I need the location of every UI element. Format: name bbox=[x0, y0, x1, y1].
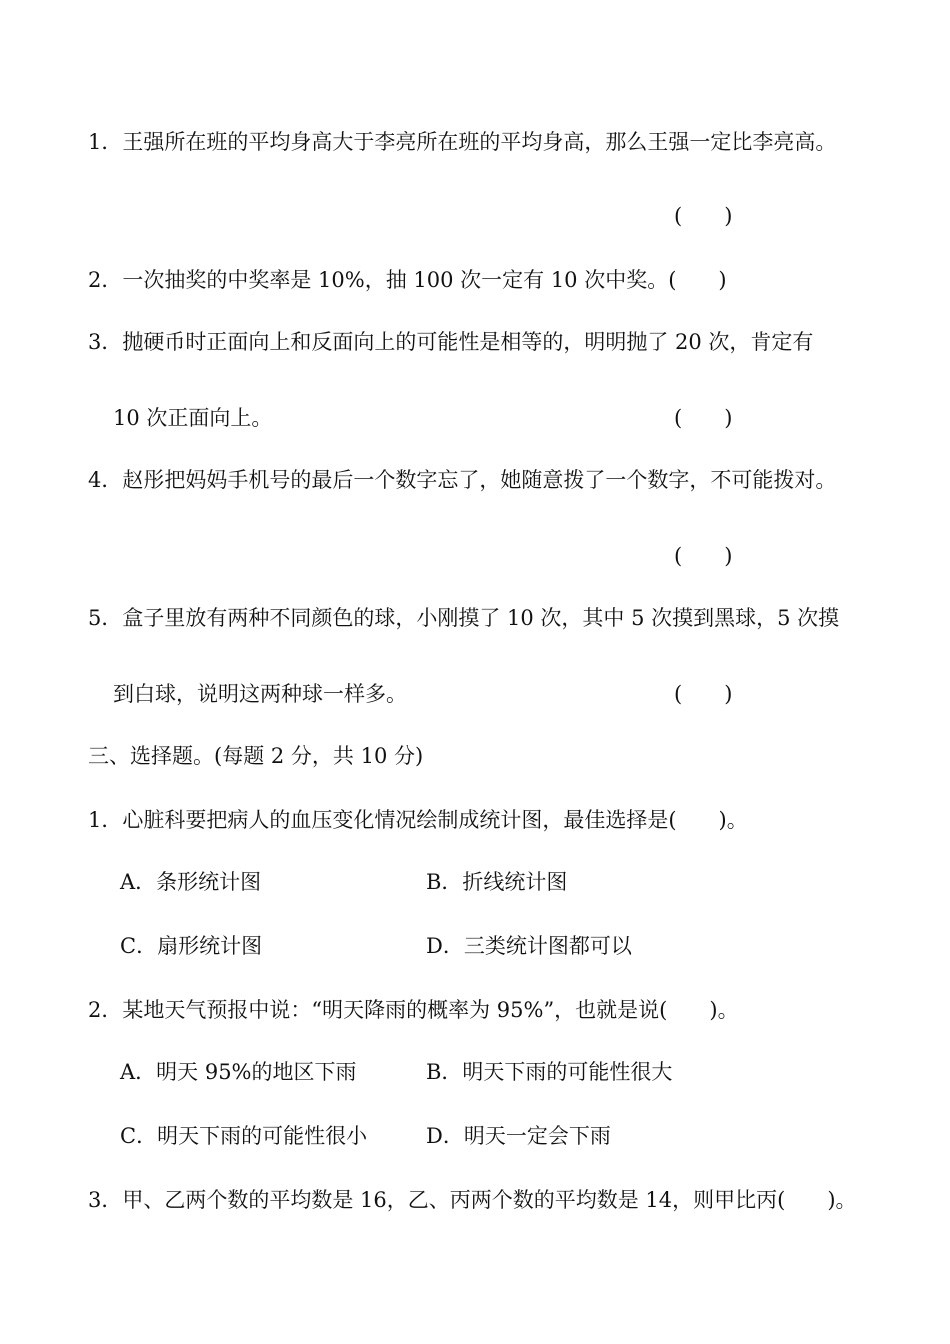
choice-q1-option-b[interactable]: B．折线统计图 bbox=[426, 870, 568, 894]
choice-q2-option-c[interactable]: C．明天下雨的可能性很小 bbox=[120, 1124, 368, 1148]
choice-q1-option-a[interactable]: A．条形统计图 bbox=[120, 870, 262, 894]
choice-q2-option-a[interactable]: A．明天 95%的地区下雨 bbox=[120, 1060, 357, 1084]
tf-q1-line1: 1．王强所在班的平均身高大于李亮所在班的平均身高，那么王强一定比李亮高。 bbox=[88, 130, 837, 154]
tf-q3-answer-blank[interactable]: ( ) bbox=[674, 406, 733, 430]
tf-q3-line1: 3．抛硬币时正面向上和反面向上的可能性是相等的，明明抛了 20 次，肯定有 bbox=[88, 330, 814, 354]
choice-q1-option-c[interactable]: C．扇形统计图 bbox=[120, 934, 263, 958]
section-heading-choice: 三、选择题。(每题 2 分，共 10 分) bbox=[88, 744, 424, 768]
tf-q4-answer-blank[interactable]: ( ) bbox=[674, 544, 733, 568]
choice-q2-option-d[interactable]: D．明天一定会下雨 bbox=[426, 1124, 611, 1148]
tf-q5-line2: 到白球，说明这两种球一样多。 bbox=[113, 682, 407, 706]
tf-q4-line1: 4．赵彤把妈妈手机号的最后一个数字忘了，她随意拨了一个数字，不可能拨对。 bbox=[88, 468, 837, 492]
choice-q2-option-b[interactable]: B．明天下雨的可能性很大 bbox=[426, 1060, 673, 1084]
tf-q3-line2: 10 次正面向上。 bbox=[113, 406, 273, 430]
choice-q2-stem: 2．某地天气预报中说：“明天降雨的概率为 95%”，也就是说( )。 bbox=[88, 998, 739, 1022]
choice-q1-stem: 1．心脏科要把病人的血压变化情况绘制成统计图，最佳选择是( )。 bbox=[88, 808, 748, 832]
tf-q2-line1: 2．一次抽奖的中奖率是 10%，抽 100 次一定有 10 次中奖。( ) bbox=[88, 268, 727, 292]
choice-q1-option-d[interactable]: D．三类统计图都可以 bbox=[426, 934, 632, 958]
tf-q5-answer-blank[interactable]: ( ) bbox=[674, 682, 733, 706]
tf-q5-line1: 5．盒子里放有两种不同颜色的球，小刚摸了 10 次，其中 5 次摸到黑球，5 次摸 bbox=[88, 606, 840, 630]
tf-q1-answer-blank[interactable]: ( ) bbox=[674, 204, 733, 228]
choice-q3-stem: 3．甲、乙两个数的平均数是 16，乙、丙两个数的平均数是 14，则甲比丙( )。 bbox=[88, 1188, 857, 1212]
